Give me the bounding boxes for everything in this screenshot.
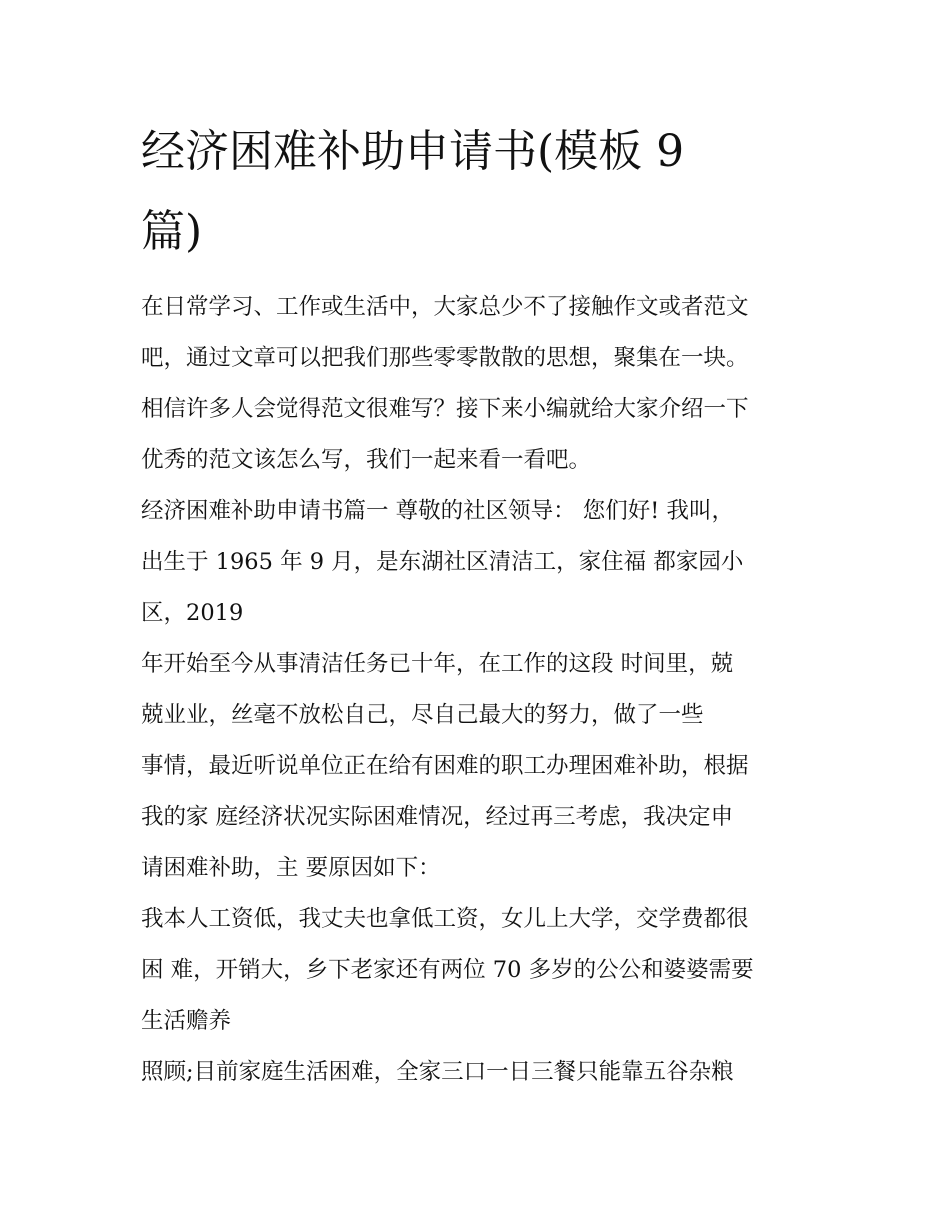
body-line: 在日常学习、工作或生活中，大家总少不了接触作文或者范文 (141, 294, 749, 320)
body-line: 经济困难补助申请书篇一 尊敬的社区领导： 您们好! 我叫， (141, 498, 734, 524)
body-line: 生活赡养 (141, 1008, 232, 1034)
body-line: 年开始至今从事清洁任务已十年，在工作的这段 时间里，兢 (141, 651, 734, 677)
document-body (141, 112, 821, 1098)
body-line: 吧，通过文章可以把我们那些零零散散的思想，聚集在一块。 (141, 345, 749, 371)
body-line: 我本人工资低，我丈夫也拿低工资，女儿上大学，交学费都很 (141, 906, 749, 932)
title-line-1: 经济困难补助申请书(模板 9 (141, 126, 685, 177)
body-line: 请困难补助，主 要原因如下： (141, 855, 441, 881)
document-title (141, 112, 781, 272)
body-line: 照顾;目前家庭生活困难，全家三口一日三餐只能靠五谷杂粮 (141, 1059, 734, 1085)
body-line: 出生于 1965 年 9 月，是东湖社区清洁工，家住福 都家园小 (141, 549, 744, 575)
title-line-2: 篇) (141, 206, 203, 257)
body-line: 优秀的范文该怎么写，我们一起来看一看吧。 (141, 447, 592, 473)
body-line: 区，2019 (141, 600, 244, 626)
body-line: 事情，最近听说单位正在给有困难的职工办理困难补助，根据 (141, 753, 749, 779)
body-line: 相信许多人会觉得范文很难写？接下来小编就给大家介绍一下 (141, 396, 749, 422)
body-line: 兢业业，丝毫不放松自己，尽自己最大的努力，做了一些 (141, 702, 704, 728)
body-line: 困 难，开销大，乡下老家还有两位 70 多岁的公公和婆婆需要 (141, 957, 754, 983)
body-line: 我的家 庭经济状况实际困难情况，经过再三考虑，我决定申 (141, 804, 734, 830)
